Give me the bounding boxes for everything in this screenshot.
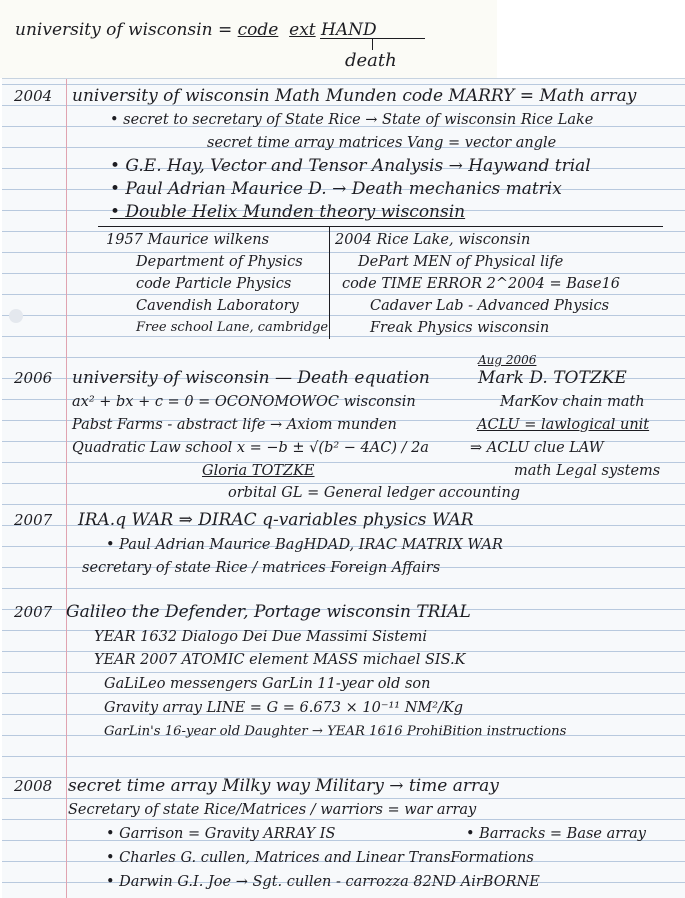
entry-2008-line4: • Charles G. cullen, Matrices and Linear TransFormations: [106, 850, 534, 866]
entry-2007a-line1: IRA.q WAR ⇒ DIRAC q-variables physics WAR: [78, 510, 474, 530]
entry-2004-line1: university of wisconsin Math Munden code MARRY = Math array: [72, 86, 637, 106]
table-divider: [329, 227, 330, 339]
header-ext: ext: [289, 20, 316, 40]
entry-2006-line4: Quadratic Law school x = −b ± √(b² − 4AC) / 2a: [72, 440, 429, 456]
table-right-row1: 2004 Rice Lake, wisconsin: [335, 232, 531, 248]
table-right-row5: Freak Physics wisconsin: [370, 320, 550, 336]
year-2006: 2006: [14, 369, 53, 387]
entry-2006-line2: ax² + bx + c = 0 = OCONOMOWOC wisconsin: [72, 394, 416, 410]
margin-line: [66, 79, 67, 898]
year-2007-a: 2007: [14, 511, 53, 529]
table-right-row4: Cadaver Lab - Advanced Physics: [370, 298, 610, 314]
entry-2007b-line2: YEAR 1632 Dialogo Dei Due Massimi Sistemi: [94, 629, 427, 645]
entry-2006-line1: university of wisconsin — Death equation: [72, 368, 430, 388]
table-left-row4: Cavendish Laboratory: [136, 298, 299, 314]
table-right-row3: code TIME ERROR 2^2004 = Base16: [342, 276, 621, 292]
entry-2006-line4-right: ⇒ ACLU clue LAW: [470, 440, 604, 456]
table-left-row2: Department of Physics: [136, 254, 303, 270]
header-equation: [15, 20, 377, 40]
entry-2006-line5: Gloria TOTZKE: [202, 463, 315, 479]
table-left-row3: code Particle Physics: [136, 276, 292, 292]
entry-2006-name: Mark D. TOTZKE: [478, 368, 627, 388]
year-2007-b: 2007: [14, 603, 53, 621]
entry-2004-line4: • G.E. Hay, Vector and Tensor Analysis → Haywand trial: [110, 156, 591, 176]
entry-2007a-line2: • Paul Adrian Maurice BagHDAD, IRAC MATRIX WAR: [106, 537, 503, 553]
entry-2008-line1: secret time array Milky way Military → time array: [68, 776, 499, 796]
header-code: code: [237, 20, 279, 40]
header-hand: HAND: [321, 20, 377, 40]
entry-2006-line3-right: ACLU = lawlogical unit: [477, 417, 650, 433]
entry-2008-line2: Secretary of state Rice/Matrices / warriors = war array: [68, 802, 477, 818]
entry-2006-line2-right: MarKov chain math: [500, 394, 645, 410]
table-top-rule: [98, 226, 663, 227]
entry-2006-line6: orbital GL = General ledger accounting: [228, 485, 521, 501]
entry-2006-date: Aug 2006: [478, 353, 537, 367]
entry-2007b-line3: YEAR 2007 ATOMIC element MASS michael SIS.K: [94, 652, 466, 668]
header-death: death: [345, 50, 397, 71]
lined-sheet: [2, 78, 685, 898]
table-left-row1: 1957 Maurice wilkens: [106, 232, 270, 248]
entry-2004-line6: • Double Helix Munden theory wisconsin: [110, 202, 466, 222]
entry-2007b-line5: Gravity array LINE = G = 6.673 × 10⁻¹¹ NM²/Kg: [104, 700, 464, 716]
header-text: university of wisconsin =: [15, 20, 238, 40]
entry-2008-line3-right: • Barracks = Base array: [466, 826, 646, 842]
entry-2004-line2: • secret to secretary of State Rice → State of wisconsin Rice Lake: [110, 112, 594, 128]
entry-2007b-line1: Galileo the Defender, Portage wisconsin TRIAL: [66, 602, 471, 622]
year-2008: 2008: [14, 777, 53, 795]
header-bracket-stem: [372, 38, 373, 50]
entry-2008-line5: • Darwin G.I. Joe → Sgt. cullen - carrozza 82ND AirBORNE: [106, 874, 540, 890]
year-2004: 2004: [14, 87, 53, 105]
entry-2008-line3: • Garrison = Gravity ARRAY IS: [106, 826, 336, 842]
entry-2007b-line6: GarLin's 16-year old Daughter → YEAR 1616 ProhiBition instructions: [104, 724, 567, 739]
punch-hole: [9, 309, 23, 323]
entry-2007a-line3: secretary of state Rice / matrices Foreign Affairs: [82, 560, 441, 576]
table-right-row2: DePart MEN of Physical life: [358, 254, 564, 270]
entry-2007b-line4: GaLiLeo messengers GarLin 11-year old son: [104, 676, 431, 692]
entry-2006-line5-right: math Legal systems: [514, 463, 661, 479]
entry-2006-line3: Pabst Farms - abstract life → Axiom munden: [72, 417, 397, 433]
entry-2004-line3: secret time array matrices Vang = vector angle: [207, 135, 557, 151]
entry-2004-line5: • Paul Adrian Maurice D. → Death mechanics matrix: [110, 179, 562, 199]
table-left-row5: Free school Lane, cambridge: [136, 320, 329, 335]
header-note: [0, 0, 497, 78]
